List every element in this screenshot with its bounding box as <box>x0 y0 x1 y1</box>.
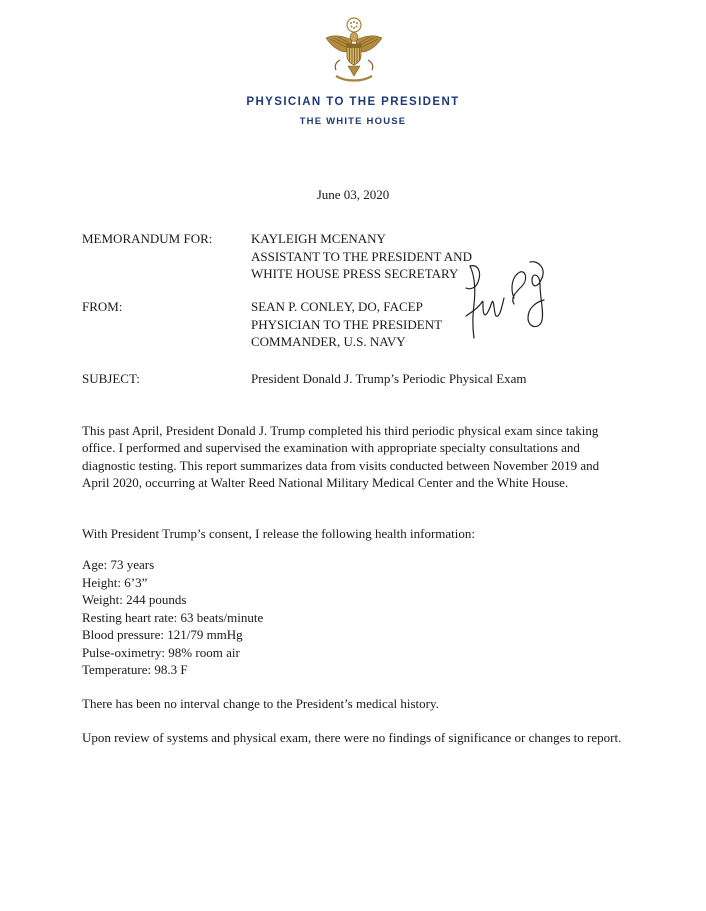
memo-from-value <box>251 298 442 351</box>
memo-subject-label: SUBJECT: <box>82 371 140 386</box>
memo-from-label: FROM: <box>82 299 123 314</box>
vital-pulse-oximetry: Pulse-oximetry: 98% room air <box>82 644 240 660</box>
signature-image <box>456 258 556 346</box>
vital-temperature: Temperature: 98.3 F <box>82 662 188 677</box>
body-history-text: There has been no interval change to the President’s medical history. <box>82 696 439 711</box>
vital-weight: Weight: 244 pounds <box>82 592 187 607</box>
memo-from-line: PHYSICIAN TO THE PRESIDENT <box>251 316 443 332</box>
vital-heart-rate: Resting heart rate: 63 beats/minute <box>82 609 264 625</box>
body-history-paragraph <box>82 695 627 712</box>
vitals-list <box>82 556 263 679</box>
vital-blood-pressure: Blood pressure: 121/79 mmHg <box>82 627 243 642</box>
letterhead-subtitle: THE WHITE HOUSE <box>299 116 407 127</box>
memo-for-label: MEMORANDUM FOR: <box>82 231 213 246</box>
memo-date: June 03, 2020 <box>316 187 390 202</box>
memo-from-line: COMMANDER, U.S. NAVY <box>251 334 406 349</box>
vital-age: Age: 73 years <box>82 557 155 572</box>
letterhead-title: PHYSICIAN TO THE PRESIDENT <box>246 96 460 108</box>
memo-for-line: WHITE HOUSE PRESS SECRETARY <box>251 266 459 281</box>
body-intro-paragraph <box>82 422 627 491</box>
memo-for-line: ASSISTANT TO THE PRESIDENT AND <box>251 248 472 264</box>
memo-for-line: KAYLEIGH MCENANY <box>251 231 386 246</box>
vital-height: Height: 6’3” <box>82 574 148 590</box>
body-consent-paragraph <box>82 525 627 542</box>
memo-for-value <box>251 230 472 283</box>
body-intro-text: This past April, President Donald J. Trump completed his third periodic physical exam since taking office. I performed and supervised the examination with appropriate specialty consultations and diagnostic testing. This report summarizes data from visits conducted between November 2019 and April 2020, occurring at Walter Reed National Military Medical Center and the White House. <box>82 423 600 490</box>
memo-from-line: SEAN P. CONLEY, DO, FACEP <box>251 299 423 314</box>
memo-subject-value: President Donald J. Trump’s Periodic Physical Exam <box>251 371 527 386</box>
body-review-text: Upon review of systems and physical exam, there were no findings of significance or changes to report. <box>82 730 622 745</box>
body-consent-text: With President Trump’s consent, I release the following health information: <box>82 526 476 541</box>
body-review-paragraph <box>82 729 627 746</box>
eagle-seal-icon <box>322 16 386 84</box>
